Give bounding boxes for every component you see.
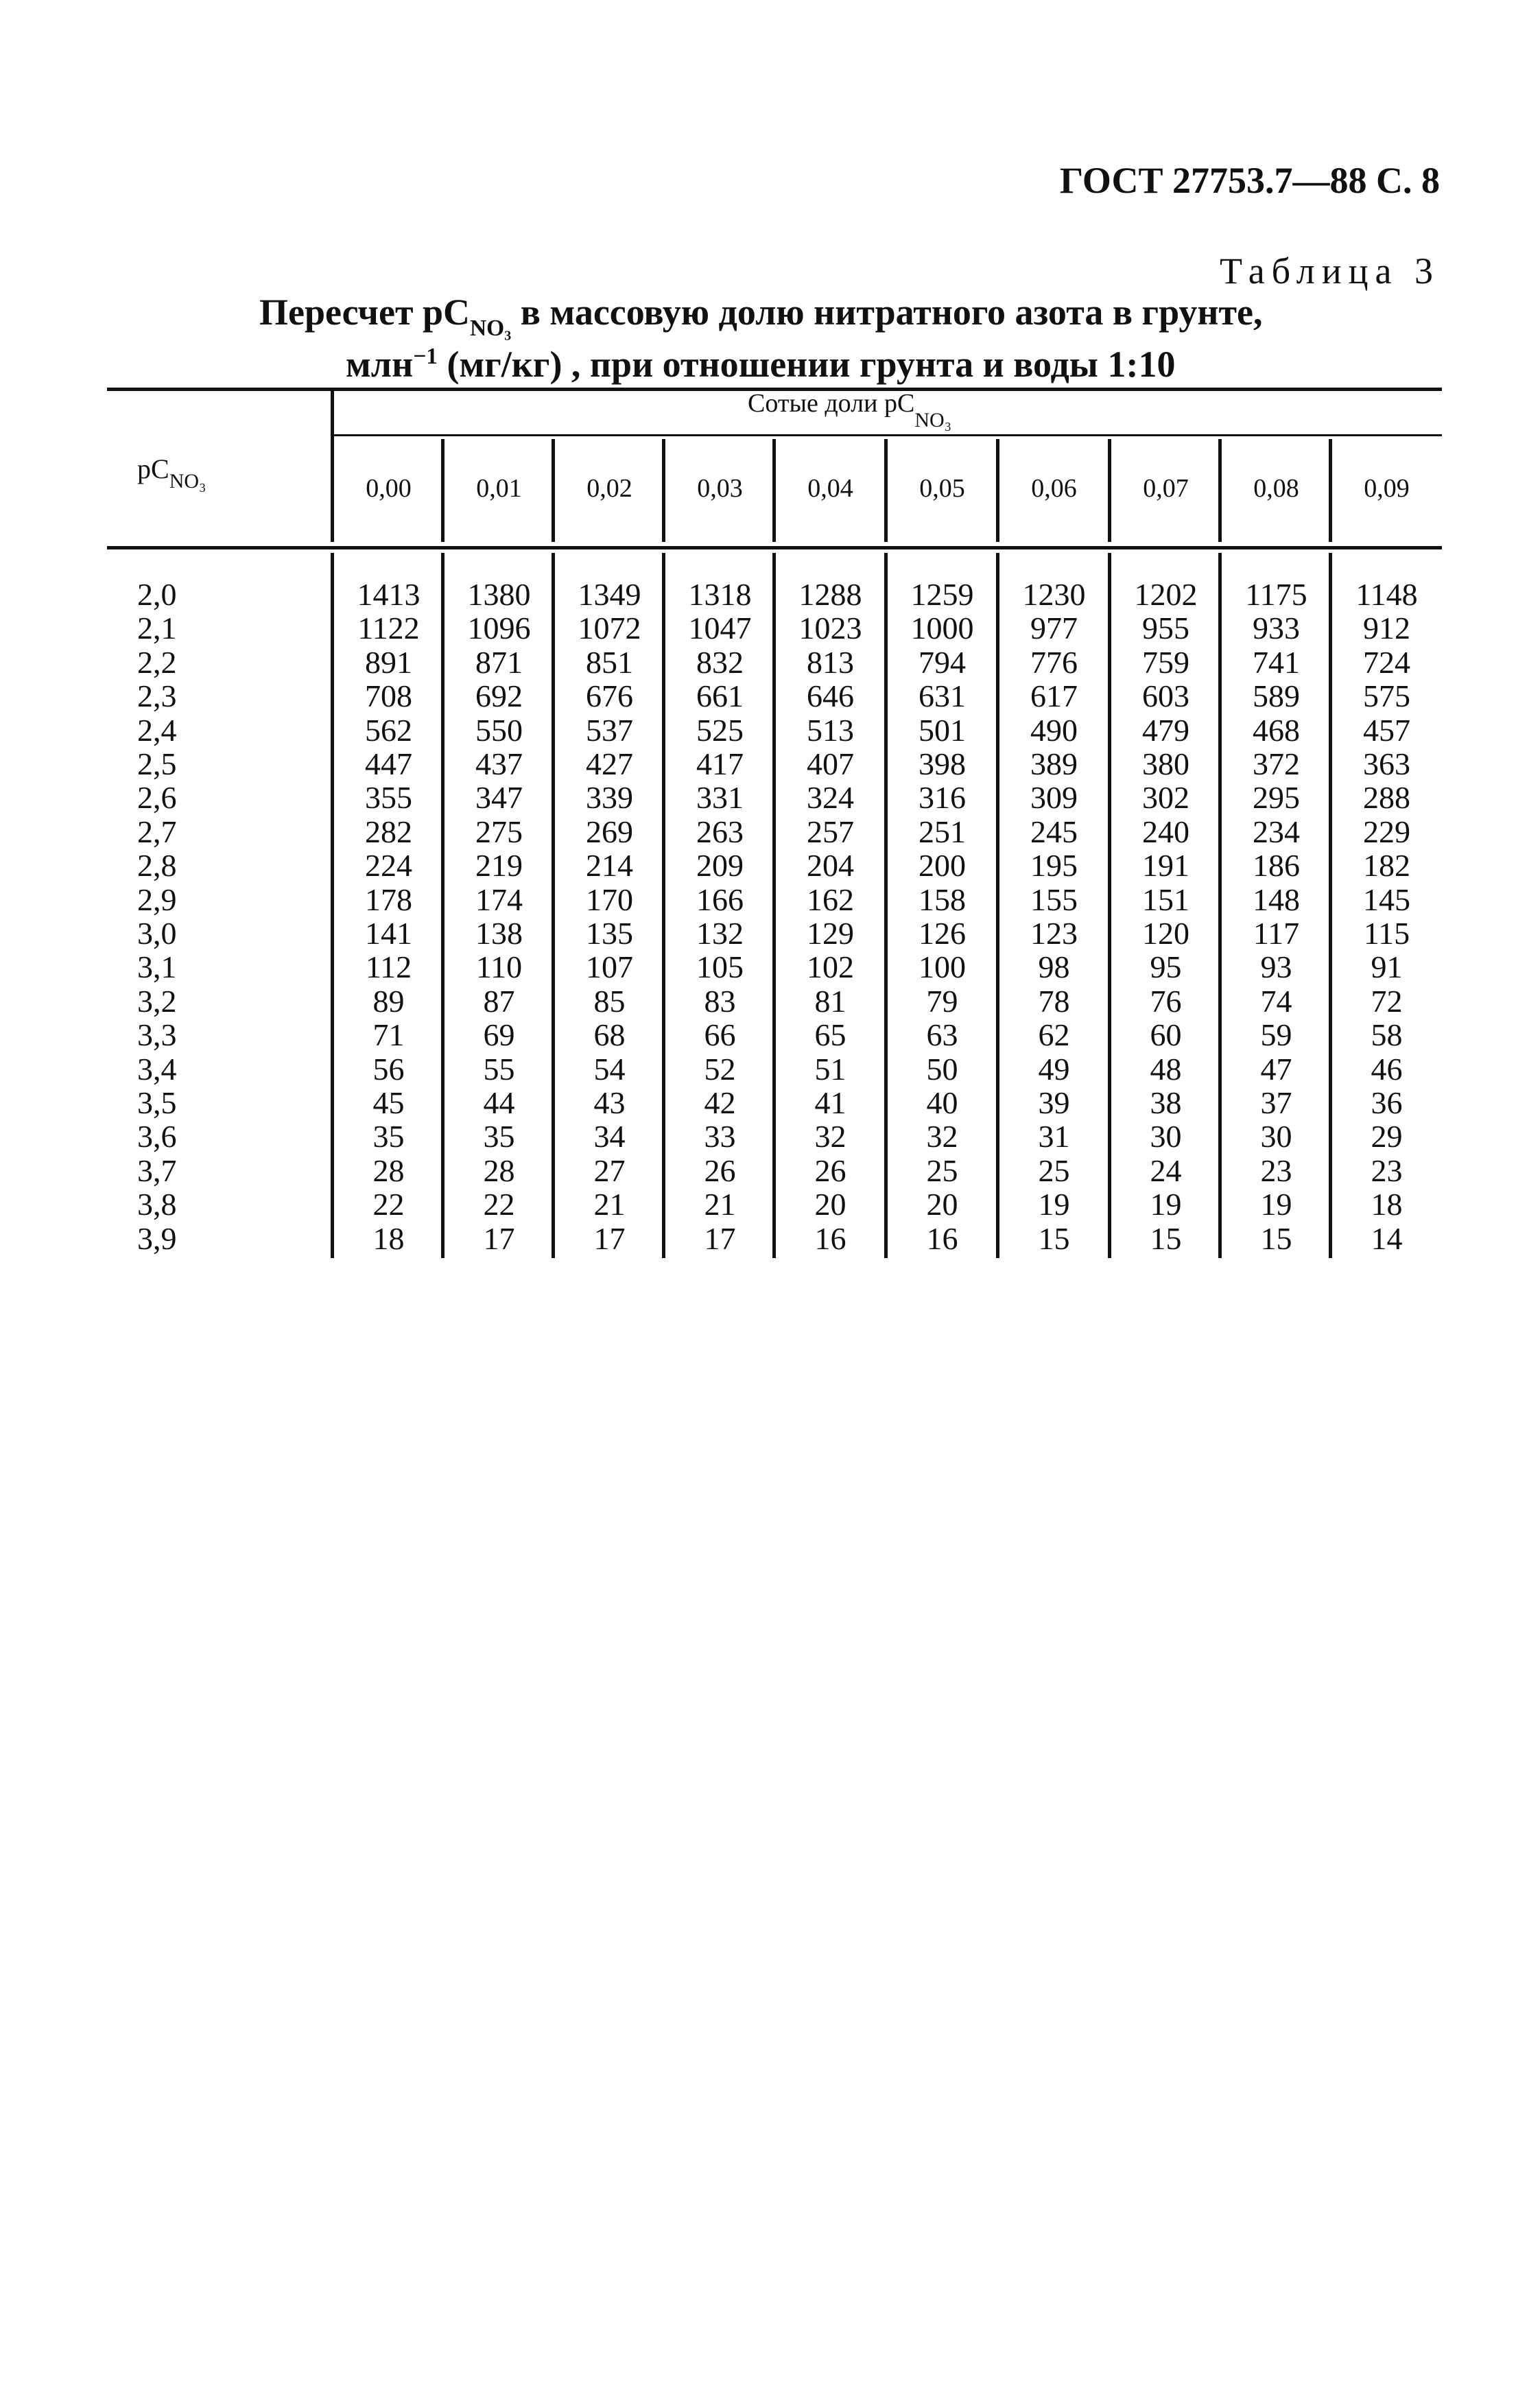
caption-unit-superscript: −1 [413,344,438,369]
table-cell: 479 [1142,712,1189,748]
table-cell: 81 [814,983,846,1019]
column-header: 0,03 [697,474,743,503]
table-cell: 145 [1363,881,1410,917]
table-cell: 16 [926,1220,958,1256]
group-header-rule [333,434,1442,436]
column-divider-body [996,553,999,1258]
table-cell: 102 [807,949,854,985]
row-label: 3,4 [137,1051,177,1087]
table-cell: 759 [1142,644,1189,680]
caption-text-1: в массовую долю нитратного азота в грунте, [520,292,1263,333]
table-cell: 661 [696,678,744,714]
group-header: Сотые доли $pC_{NO_3}$ [748,389,952,431]
table-cell: 129 [807,916,854,951]
table-cell: 120 [1142,916,1189,951]
table-cell: 38 [1150,1085,1182,1120]
table-cell: 115 [1363,916,1410,951]
column-divider-header [441,439,445,542]
table-cell: 282 [365,814,412,849]
row-label: 3,8 [137,1187,177,1222]
table-cell: 513 [807,712,854,748]
table-cell: 1023 [798,611,862,646]
table-cell: 501 [919,712,966,748]
row-header: $pC_{NO_3}$ [137,453,206,493]
table-cell: 1259 [910,577,974,612]
table-cell: 76 [1150,983,1182,1019]
table-cell: 646 [807,678,854,714]
table-cell: 724 [1363,644,1410,680]
table-cell: 83 [704,983,736,1019]
table-cell: 68 [593,1017,626,1053]
table-cell: 23 [1260,1152,1292,1188]
table-cell: 15 [1038,1220,1070,1256]
table-cell: 59 [1260,1017,1292,1053]
table-cell: 16 [814,1220,846,1256]
table-cell: 363 [1363,746,1410,781]
table-cell: 209 [696,848,744,884]
table-cell: 50 [926,1051,958,1087]
row-label: 2,5 [137,746,177,781]
table-cell: 66 [704,1017,736,1053]
table-cell: 741 [1253,644,1300,680]
table-cell: 51 [814,1051,846,1087]
table-cell: 74 [1260,983,1292,1019]
table-cell: 871 [475,644,523,680]
column-divider-header [662,439,665,542]
table-cell: 708 [365,678,412,714]
table-cell: 178 [365,881,412,917]
table-cell: 1318 [688,577,752,612]
table-cell: 155 [1030,881,1078,917]
table-cell: 407 [807,746,854,781]
table-cell: 55 [483,1051,515,1087]
column-divider-header [996,439,999,542]
table-cell: 589 [1253,678,1300,714]
table-cell: 48 [1150,1051,1182,1087]
caption-unit: млн [346,344,414,385]
table-cell: 174 [475,881,523,917]
column-divider-header [1218,439,1222,542]
table-cell: 42 [704,1085,736,1120]
table-cell: 26 [704,1152,736,1188]
column-header: 0,01 [476,474,522,503]
table-cell: 933 [1253,611,1300,646]
table-cell: 89 [372,983,405,1019]
table-cell: 204 [807,848,854,884]
table-label: Таблица 3 [1220,250,1440,292]
table-cell: 200 [919,848,966,884]
table-cell: 78 [1038,983,1070,1019]
table-cell: 126 [919,916,966,951]
table-cell: 35 [372,1119,405,1154]
table-cell: 123 [1030,916,1078,951]
column-divider-body [552,553,555,1258]
table-cell: 54 [593,1051,626,1087]
table-cell: 562 [365,712,412,748]
table-cell: 166 [696,881,744,917]
table-cell: 14 [1371,1220,1403,1256]
table-cell: 355 [365,780,412,816]
column-header: 0,07 [1143,474,1189,503]
column-divider-body [1218,553,1222,1258]
table-cell: 33 [704,1119,736,1154]
table-cell: 676 [586,678,633,714]
table-cell: 891 [365,644,412,680]
table-cell: 63 [926,1017,958,1053]
table-cell: 69 [483,1017,515,1053]
table-cell: 490 [1030,712,1078,748]
table-cell: 398 [919,746,966,781]
table-cell: 30 [1150,1119,1182,1154]
table-cell: 105 [696,949,744,985]
table-cell: 692 [475,678,523,714]
row-label: 2,6 [137,780,177,816]
table-cell: 234 [1253,814,1300,849]
row-label: 3,6 [137,1119,177,1154]
table-cell: 214 [586,848,633,884]
column-divider-header [772,439,776,542]
table-cell: 19 [1038,1187,1070,1222]
table-cell: 1380 [467,577,531,612]
running-header: ГОСТ 27753.7—88 С. 8 [1059,160,1440,201]
table-cell: 457 [1363,712,1410,748]
table-cell: 776 [1030,644,1078,680]
table-cell: 62 [1038,1017,1070,1053]
table-cell: 141 [365,916,412,951]
caption-text-2: (мг/кг) , при отношении грунта и воды 1:10 [447,344,1176,385]
table-cell: 107 [586,949,633,985]
table-cell: 117 [1253,916,1300,951]
table-cell: 28 [372,1152,405,1188]
table-cell: 331 [696,780,744,816]
table-cell: 43 [593,1085,626,1120]
table-cell: 309 [1030,780,1078,816]
table-cell: 977 [1030,611,1078,646]
table-cell: 1096 [467,611,531,646]
table-cell: 1047 [688,611,752,646]
table-cell: 191 [1142,848,1189,884]
table-cell: 56 [372,1051,405,1087]
table-cell: 148 [1253,881,1300,917]
table-cell: 65 [814,1017,846,1053]
table-cell: 151 [1142,881,1189,917]
column-divider-body [662,553,665,1258]
table-cell: 35 [483,1119,515,1154]
column-divider-body [1108,553,1111,1258]
table-cell: 46 [1371,1051,1403,1087]
table-cell: 22 [483,1187,515,1222]
table-cell: 29 [1371,1119,1403,1154]
table-cell: 40 [926,1085,958,1120]
table-cell: 36 [1371,1085,1403,1120]
column-header: 0,09 [1364,474,1410,503]
table-cell: 832 [696,644,744,680]
table-cell: 275 [475,814,523,849]
table-cell: 26 [814,1152,846,1188]
row-label: 2,0 [137,577,177,612]
table-cell: 447 [365,746,412,781]
row-label: 2,9 [137,881,177,917]
row-label: 3,3 [137,1017,177,1053]
table-cell: 269 [586,814,633,849]
table-cell: 575 [1363,678,1410,714]
table-cell: 15 [1260,1220,1292,1256]
table-cell: 324 [807,780,854,816]
row-label: 3,7 [137,1152,177,1188]
row-label: 2,1 [137,611,177,646]
column-divider-body [772,553,776,1258]
table-cell: 41 [814,1085,846,1120]
column-header: 0,06 [1031,474,1077,503]
table-cell: 49 [1038,1051,1070,1087]
table-cell: 912 [1363,611,1410,646]
table-cell: 44 [483,1085,515,1120]
table-cell: 537 [586,712,633,748]
table-cell: 186 [1253,848,1300,884]
table-cell: 39 [1038,1085,1070,1120]
table-cell: 224 [365,848,412,884]
column-divider-header [331,391,334,542]
table-cell: 22 [372,1187,405,1222]
table-cell: 95 [1150,949,1182,985]
table-cell: 52 [704,1051,736,1087]
row-label: 2,7 [137,814,177,849]
table-cell: 1148 [1355,577,1418,612]
table-cell: 1000 [910,611,974,646]
table-cell: 1202 [1134,577,1198,612]
table-cell: 112 [365,949,412,985]
column-divider-body [331,553,334,1258]
header-bottom-rule [107,546,1442,549]
table-cell: 87 [483,983,515,1019]
table-cell: 138 [475,916,523,951]
table-cell: 91 [1371,949,1403,985]
row-label: 3,5 [137,1085,177,1120]
table-cell: 132 [696,916,744,951]
table-cell: 15 [1150,1220,1182,1256]
column-header: 0,08 [1253,474,1299,503]
column-divider-body [441,553,445,1258]
table-cell: 372 [1253,746,1300,781]
table-cell: 525 [696,712,744,748]
table-cell: 170 [586,881,633,917]
table-cell: 195 [1030,848,1078,884]
table-cell: 19 [1260,1187,1292,1222]
table-cell: 31 [1038,1119,1070,1154]
table-cell: 32 [926,1119,958,1154]
table-cell: 295 [1253,780,1300,816]
column-header: 0,05 [919,474,965,503]
column-header: 0,04 [807,474,853,503]
table-cell: 347 [475,780,523,816]
table-cell: 60 [1150,1017,1182,1053]
table-cell: 1288 [798,577,862,612]
table-cell: 58 [1371,1017,1403,1053]
table-cell: 813 [807,644,854,680]
table-cell: 21 [704,1187,736,1222]
column-divider-header [552,439,555,542]
table-cell: 17 [593,1220,626,1256]
table-cell: 24 [1150,1152,1182,1188]
table-cell: 27 [593,1152,626,1188]
table-cell: 389 [1030,746,1078,781]
table-cell: 30 [1260,1119,1292,1154]
table-cell: 34 [593,1119,626,1154]
table-cell: 72 [1371,983,1403,1019]
table-cell: 23 [1371,1152,1403,1188]
column-header: 0,02 [587,474,632,503]
table-cell: 617 [1030,678,1078,714]
table-cell: 229 [1363,814,1410,849]
row-label: 2,4 [137,712,177,748]
table-cell: 25 [1038,1152,1070,1188]
table-cell: 20 [814,1187,846,1222]
column-divider-header [884,439,888,542]
table-caption-line-2 [346,343,1175,386]
table-cell: 32 [814,1119,846,1154]
table-cell: 17 [483,1220,515,1256]
table-cell: 339 [586,780,633,816]
row-label: 2,2 [137,644,177,680]
table-cell: 427 [586,746,633,781]
table-cell: 1072 [578,611,641,646]
table-cell: 18 [372,1220,405,1256]
table-cell: 1230 [1022,577,1086,612]
table-cell: 316 [919,780,966,816]
table-cell: 794 [919,644,966,680]
table-cell: 18 [1371,1187,1403,1222]
row-label: 2,3 [137,678,177,714]
table-cell: 1175 [1245,577,1307,612]
column-divider-body [884,553,888,1258]
table-cell: 257 [807,814,854,849]
row-label: 3,2 [137,983,177,1019]
table-cell: 955 [1142,611,1189,646]
table-cell: 20 [926,1187,958,1222]
table-cell: 263 [696,814,744,849]
table-cell: 37 [1260,1085,1292,1120]
table-cell: 240 [1142,814,1189,849]
table-cell: 437 [475,746,523,781]
table-cell: 135 [586,916,633,951]
table-cell: 45 [372,1085,405,1120]
table-cell: 98 [1038,949,1070,985]
table-cell: 1413 [357,577,420,612]
table-cell: 851 [586,644,633,680]
table-cell: 19 [1150,1187,1182,1222]
table-cell: 17 [704,1220,736,1256]
row-label: 3,0 [137,916,177,951]
column-header: 0,00 [366,474,412,503]
column-divider-header [1329,439,1332,542]
table-cell: 245 [1030,814,1078,849]
table-cell: 288 [1363,780,1410,816]
table-cell: 302 [1142,780,1189,816]
table-cell: 110 [475,949,523,985]
table-cell: 550 [475,712,523,748]
caption-pc-subscript: NO₃ [470,316,512,341]
column-divider-header [1108,439,1111,542]
row-label: 3,1 [137,949,177,985]
table-cell: 631 [919,678,966,714]
table-cell: 28 [483,1152,515,1188]
table-cell: 21 [593,1187,626,1222]
row-label: 3,9 [137,1220,177,1256]
table-cell: 251 [919,814,966,849]
table-cell: 158 [919,881,966,917]
table-cell: 100 [919,949,966,985]
table-cell: 47 [1260,1051,1292,1087]
column-divider-body [1329,553,1332,1258]
table-cell: 25 [926,1152,958,1188]
table-cell: 468 [1253,712,1300,748]
row-label: 2,8 [137,848,177,884]
table-cell: 603 [1142,678,1189,714]
table-cell: 162 [807,881,854,917]
table-cell: 417 [696,746,744,781]
caption-pc: Пересчет pC [259,292,470,333]
table-cell: 219 [475,848,523,884]
table-cell: 1349 [578,577,641,612]
table-caption-line-1 [259,291,1263,341]
table-cell: 380 [1142,746,1189,781]
table-cell: 182 [1363,848,1410,884]
table-cell: 93 [1260,949,1292,985]
table-cell: 85 [593,983,626,1019]
table-cell: 1122 [357,611,420,646]
table-cell: 71 [372,1017,405,1053]
table-cell: 79 [926,983,958,1019]
